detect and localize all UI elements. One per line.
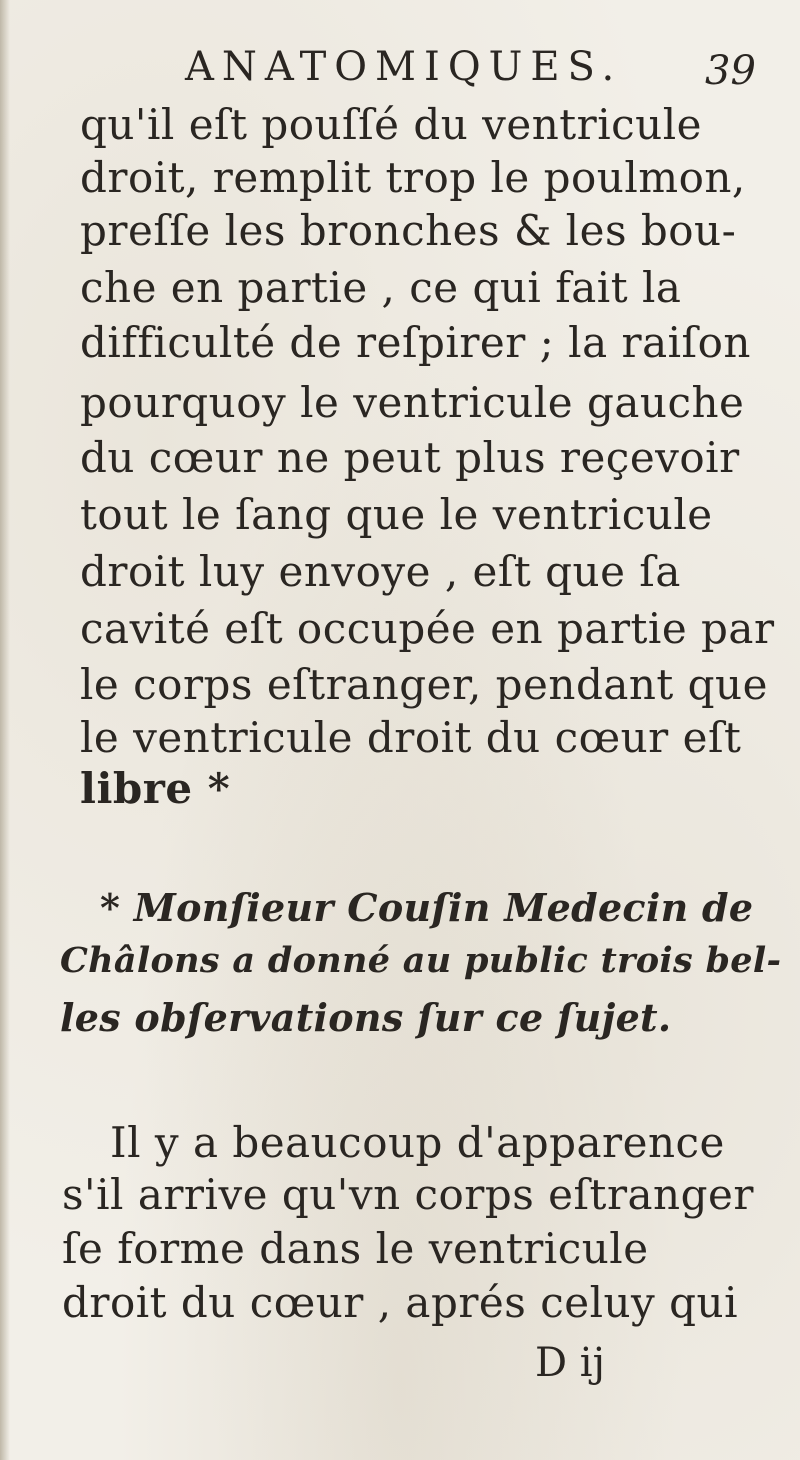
page-number: 39 (705, 48, 756, 94)
footnote-line: * Monſieur Couſin Medecin de (100, 885, 754, 930)
body-line: cavité eſt occupée en partie par (80, 604, 775, 653)
body-line: qu'il eſt pouſſé du ventricule (80, 100, 703, 149)
body-line: droit du cœur , aprés celuy qui (62, 1278, 738, 1327)
signature-mark: D ij (535, 1340, 605, 1386)
body-line: droit luy envoye , eſt que ſa (80, 547, 681, 596)
body-line: du cœur ne peut plus reçevoir (80, 433, 740, 482)
body-line: libre * (80, 764, 231, 813)
body-line: Il y a beaucoup d'apparence (110, 1118, 725, 1167)
footnote-line: les obſervations ſur ce ſujet. (60, 995, 672, 1040)
body-line: preſſe les bronches & les bou- (80, 206, 737, 255)
body-line: che en partie , ce qui fait la (80, 263, 682, 312)
body-line: le ventricule droit du cœur eſt (80, 713, 742, 762)
running-head: ANATOMIQUES. (185, 44, 623, 90)
body-line: tout le ſang que le ventricule (80, 490, 713, 539)
body-line: le corps eſtranger, pendant que (80, 660, 768, 709)
body-line: ſe forme dans le ventricule (62, 1224, 649, 1273)
body-line: difficulté de reſpirer ; la raiſon (80, 318, 751, 367)
footnote-line: Châlons a donné au public trois bel- (60, 940, 782, 981)
body-line: pourquoy le ventricule gauche (80, 378, 745, 427)
body-line: droit, remplit trop le poulmon, (80, 153, 746, 202)
body-line: s'il arrive qu'vn corps eſtranger (62, 1170, 754, 1219)
gutter-shadow (0, 0, 10, 1460)
